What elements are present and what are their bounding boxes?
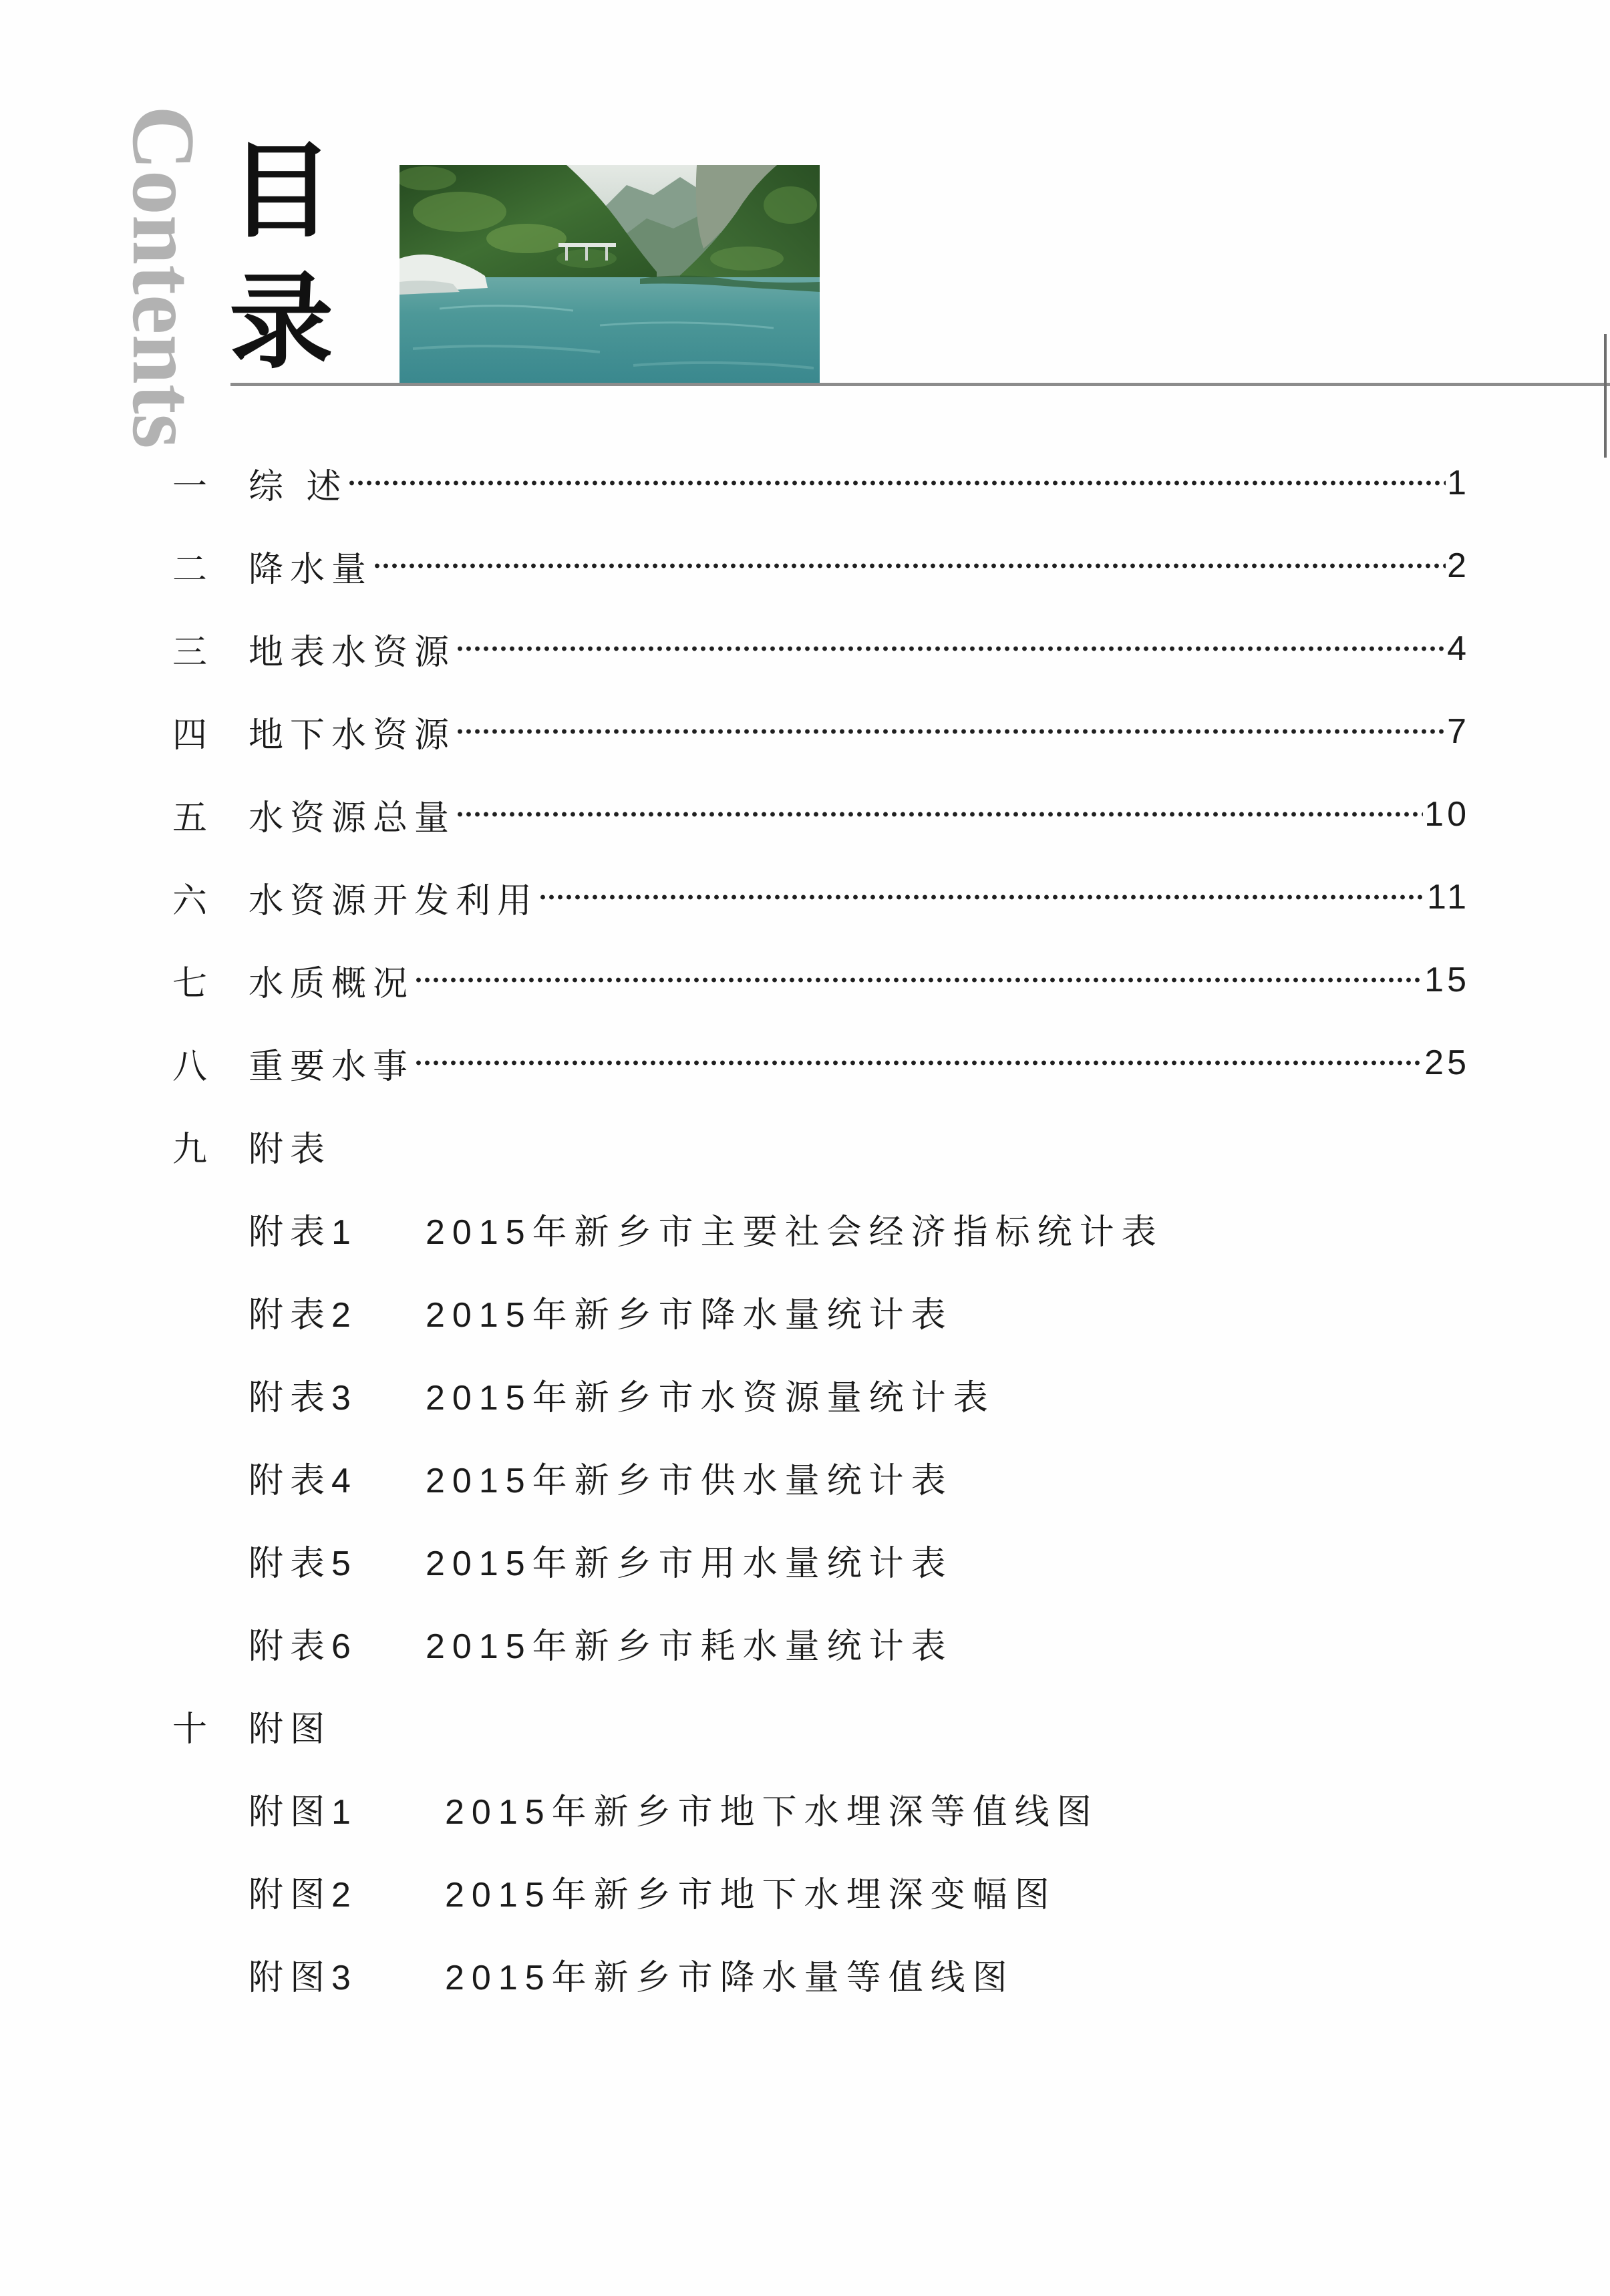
appendix-figure-item bbox=[172, 1767, 1470, 1850]
toc-entry-page: 15 bbox=[1424, 961, 1470, 999]
toc-entry-page: 2 bbox=[1447, 546, 1470, 585]
toc-entry bbox=[172, 607, 1470, 690]
toc-entry-label: 降水量 bbox=[249, 550, 373, 589]
appendix-item-label: 附图2 bbox=[249, 1875, 357, 1915]
toc-entry-label: 地表水资源 bbox=[249, 633, 456, 672]
appendix-item-title: 2015年新乡市供水量统计表 bbox=[426, 1461, 953, 1500]
toc-entry-page: 1 bbox=[1447, 464, 1470, 502]
appendix-table-item bbox=[172, 1187, 1470, 1270]
toc-entry-page: 11 bbox=[1427, 878, 1470, 917]
toc-entry bbox=[172, 939, 1470, 1021]
appendix-figure-item bbox=[172, 1933, 1470, 2015]
appendix-table-item bbox=[172, 1518, 1470, 1601]
toc-entry-label: 综 述 bbox=[249, 467, 348, 506]
river-landscape-photo bbox=[399, 165, 820, 383]
appendix-item-label: 附表6 bbox=[249, 1627, 357, 1666]
header-rule bbox=[230, 383, 1610, 386]
toc-entry-number: 三 bbox=[172, 633, 214, 672]
toc-entry-page: 4 bbox=[1447, 629, 1470, 668]
toc-entry-page: 10 bbox=[1424, 795, 1470, 834]
appendix-item-title: 2015年新乡市降水量等值线图 bbox=[445, 1958, 1015, 1997]
appendix-table-item bbox=[172, 1436, 1470, 1518]
toc-entry bbox=[172, 1021, 1470, 1104]
toc-entry-label: 地下水资源 bbox=[249, 715, 456, 755]
title-char-mu: 目 bbox=[229, 130, 333, 252]
appendix-item-label: 附图3 bbox=[249, 1958, 357, 1997]
toc-entry-page: 7 bbox=[1447, 712, 1470, 751]
appendix-item-title: 2015年新乡市地下水埋深等值线图 bbox=[445, 1792, 1099, 1832]
toc-entry-label: 水质概况 bbox=[249, 964, 415, 1003]
appendix-item-label: 附表2 bbox=[249, 1295, 357, 1335]
toc-entry-number: 一 bbox=[172, 467, 214, 506]
appendix-item-label: 附表1 bbox=[249, 1212, 357, 1252]
toc-entry-number: 二 bbox=[172, 550, 214, 589]
appendix-item-title: 2015年新乡市耗水量统计表 bbox=[426, 1627, 953, 1666]
toc-entry-number: 七 bbox=[172, 964, 214, 1003]
toc-entry-label: 水资源总量 bbox=[249, 798, 456, 838]
title-char-lu: 录 bbox=[229, 261, 333, 383]
toc-list bbox=[172, 442, 1470, 2015]
appendix-item-label: 附表4 bbox=[249, 1461, 357, 1500]
toc-entry bbox=[172, 773, 1470, 856]
toc-entry-label: 附图 bbox=[249, 1709, 332, 1749]
appendix-item-label: 附表5 bbox=[249, 1544, 357, 1583]
toc-entry-number: 十 bbox=[172, 1709, 214, 1749]
appendix-table-item bbox=[172, 1601, 1470, 1684]
appendix-item-label: 附表3 bbox=[249, 1378, 357, 1418]
appendix-item-title: 2015年新乡市水资源量统计表 bbox=[426, 1378, 995, 1418]
dot-leader bbox=[414, 1056, 1423, 1070]
dot-leader bbox=[373, 559, 1446, 572]
scan-edge-mark bbox=[1604, 334, 1607, 458]
appendix-item-title: 2015年新乡市降水量统计表 bbox=[426, 1295, 953, 1335]
appendix-item-title: 2015年新乡市主要社会经济指标统计表 bbox=[426, 1212, 1164, 1252]
toc-section-appendix-figures bbox=[172, 1684, 1470, 1767]
toc-entry-label: 附表 bbox=[249, 1130, 332, 1169]
dot-leader bbox=[347, 476, 1446, 490]
dot-leader bbox=[456, 725, 1446, 738]
contents-watermark: Contents bbox=[114, 106, 213, 449]
toc-entry-number: 九 bbox=[172, 1130, 214, 1169]
toc-entry bbox=[172, 442, 1470, 524]
toc-entry-number: 五 bbox=[172, 798, 214, 838]
dot-leader bbox=[456, 808, 1423, 821]
toc-entry-number: 八 bbox=[172, 1047, 214, 1086]
appendix-table-item bbox=[172, 1353, 1470, 1436]
toc-entry-page: 25 bbox=[1424, 1043, 1470, 1082]
toc-entry-label: 水资源开发利用 bbox=[249, 881, 539, 921]
appendix-item-title: 2015年新乡市用水量统计表 bbox=[426, 1544, 953, 1583]
toc-entry-number: 六 bbox=[172, 881, 214, 921]
appendix-figure-item bbox=[172, 1850, 1470, 1933]
toc-entry bbox=[172, 524, 1470, 607]
appendix-item-title: 2015年新乡市地下水埋深变幅图 bbox=[445, 1875, 1057, 1915]
dot-leader bbox=[538, 890, 1426, 904]
toc-section-appendix-tables bbox=[172, 1104, 1470, 1187]
toc-entry bbox=[172, 856, 1470, 939]
toc-entry bbox=[172, 690, 1470, 773]
toc-entry-label: 重要水事 bbox=[249, 1047, 415, 1086]
dot-leader bbox=[414, 973, 1423, 987]
appendix-table-item bbox=[172, 1270, 1470, 1353]
dot-leader bbox=[456, 642, 1446, 655]
toc-entry-number: 四 bbox=[172, 715, 214, 755]
appendix-item-label: 附图1 bbox=[249, 1792, 357, 1832]
